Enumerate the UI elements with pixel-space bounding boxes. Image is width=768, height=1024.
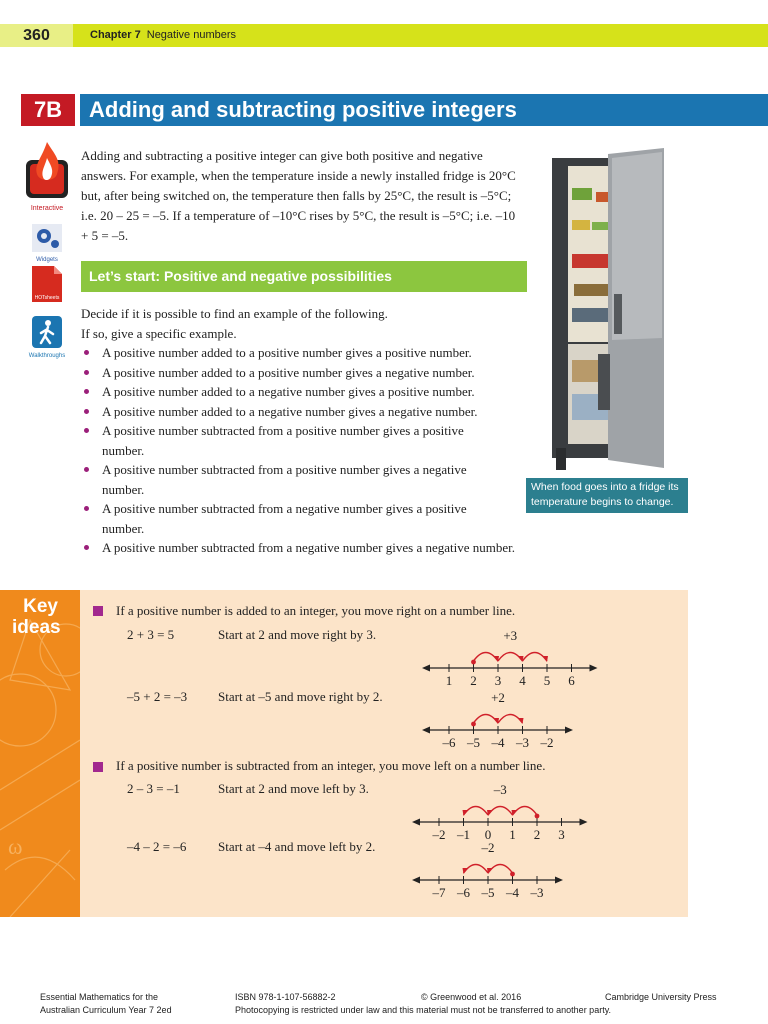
example-equation-3: 2 – 3 = –1 [127,781,180,796]
jump-arrowhead [542,656,548,662]
tick-label: –3 [516,735,529,750]
start-point [510,872,515,877]
example-description-1: Start at 2 and move right by 3. [218,627,377,642]
tick-label: –1 [457,827,470,842]
key-ideas-label-line-2: ideas [12,617,61,638]
list-item: A positive number added to a negative number gives a negative number. [81,402,561,422]
jump-arrowhead [518,718,524,724]
lets-start-line-1: Decide if it is possible to find an example of the following. [81,306,388,321]
interactive-link[interactable] [24,140,70,212]
jump-label: –3 [493,782,507,797]
walkthroughs-link[interactable] [24,316,70,359]
key-idea-bullet [93,606,103,616]
list-item: A positive number subtracted from a negative number gives a positive number. [81,499,502,538]
list-item: A positive number added to a positive number gives a positive number. [81,343,561,363]
tick-label: –5 [481,885,495,900]
example-equation-1: 2 + 3 = 5 [127,627,175,642]
tick-label: 1 [509,827,516,842]
jump-arrowhead [487,810,493,816]
example-description-3: Start at 2 and move left by 3. [218,781,369,796]
lets-start-line-2: If so, give a specific example. [81,325,237,341]
geometry-doodle-pattern [0,590,80,917]
axis-arrow-right [555,877,563,884]
axis-arrow-left [422,727,430,734]
lets-start-title: Let’s start: Positive and negative possibilities [89,268,392,284]
jump-label: +2 [491,690,505,705]
fridge-caption: When food goes into a fridge its temperature begins to change. [531,481,679,508]
hotsheets-link[interactable] [24,266,70,301]
tick-label: –7 [432,885,446,900]
axis-arrow-left [412,877,420,884]
hotsheets-label: HOTsheets [34,295,60,301]
widgets-link[interactable] [24,224,70,263]
tick-label: 2 [470,673,477,688]
list-item: A positive number subtracted from a positive number gives a positive number. [81,421,502,460]
jump-arrowhead [512,810,518,816]
axis-arrow-right [580,819,588,826]
key-ideas-label [12,596,61,638]
footer-isbn: ISBN 978-1-107-56882-2 [235,992,336,1002]
tick-label: –6 [442,735,456,750]
list-item: A positive number added to a positive number gives a negative number. [81,363,561,383]
jump-arrowhead [493,656,499,662]
footer-copyright: © Greenwood et al. 2016 [421,992,522,1002]
footer-book-line-2: Australian Curriculum Year 7 2ed [40,1005,172,1015]
intro-paragraph: Adding and subtracting a positive integer can give both positive and negative answers. For example, when the temperature inside a newly installed fridge is 20°C but, after being switched on, the temperature then falls by 25°C, the result is –5°C; i.e. 20 – 25 = –5. If a temperature of –10°C rises by 5°C, the result is –5°C; i.e. –10 + 5 = –5. [81,148,516,243]
list-item: A positive number added to a negative number gives a positive number. [81,382,561,402]
example-description-2: Start at –5 and move right by 2. [218,689,383,704]
tick-label: 0 [484,827,492,842]
tick-label: 6 [568,673,575,688]
fridge-photo [552,148,668,482]
widgets-label: Widgets [36,257,58,263]
jump-arrowhead [463,868,469,874]
axis-arrow-right [565,727,573,734]
number-line-3 [410,782,600,844]
tick-label: 3 [558,827,565,842]
jump-label: +3 [503,628,518,643]
jump-label: –2 [481,840,495,855]
tick-label: 5 [543,673,551,688]
key-idea-2: If a positive number is subtracted from an integer, you move left on a number line. [116,758,546,773]
tick-label: –6 [457,885,470,900]
axis-arrow-right [590,665,598,672]
footer-publisher: Cambridge University Press [605,992,717,1002]
tick-label: –4 [506,885,519,900]
footer-notice: Photocopying is restricted under law and this material must not be transferred to another party. [235,1005,612,1015]
tick-label: –2 [540,735,554,750]
axis-arrow-left [412,819,420,826]
number-line-4 [410,840,600,902]
start-point [535,814,540,819]
key-ideas-label-line-1: Key [23,596,58,617]
tick-label: –2 [432,827,446,842]
jump-arrowhead [487,868,493,874]
list-item: A positive number subtracted from a positive number gives a negative number. [81,460,502,499]
tick-label: 3 [494,673,502,688]
page-number: 360 [23,27,50,44]
start-point [471,660,476,665]
gear-icon [24,224,70,252]
lets-start-list [81,343,561,558]
walking-person-icon [24,316,70,348]
example-equation-4: –4 – 2 = –6 [127,839,187,854]
number-line-1 [420,628,610,690]
chapter-title: Negative numbers [146,29,237,41]
tick-label: 4 [519,673,526,688]
chapter-heading [90,24,236,47]
section-number-badge: 7B [21,94,75,126]
example-equation-2: –5 + 2 = –3 [127,689,188,704]
key-ideas-sidebar [0,590,80,917]
tick-label: –4 [491,735,505,750]
tick-label: –5 [467,735,480,750]
interactive-label: Interactive [30,205,64,212]
list-item: A positive number subtracted from a negative number gives a negative number. [81,538,561,558]
lets-start-intro [81,304,551,343]
footer-book-line-1: Essential Mathematics for the [40,992,159,1002]
key-idea-1: If a positive number is added to an integer, you move right on a number line. [116,603,516,618]
jump-arrowhead [463,810,469,816]
jump-arrowhead [493,718,499,724]
section-title: Adding and subtracting positive integers [89,97,517,122]
start-point [471,722,476,727]
tick-label: 2 [533,827,541,842]
jump-arrowhead [518,656,524,662]
chapter-label: Chapter 7 [90,29,141,41]
key-idea-bullet [93,762,103,772]
tick-label: 1 [445,673,453,688]
example-description-4: Start at –4 and move left by 2. [218,839,376,854]
interactive-icon [24,140,70,204]
svg-text:ω: ω [8,834,23,859]
tick-label: –3 [530,885,544,900]
axis-arrow-left [422,665,430,672]
walkthroughs-label: Walkthroughs [28,353,66,359]
number-line-2 [420,690,610,752]
footer-book-title [40,991,172,1017]
